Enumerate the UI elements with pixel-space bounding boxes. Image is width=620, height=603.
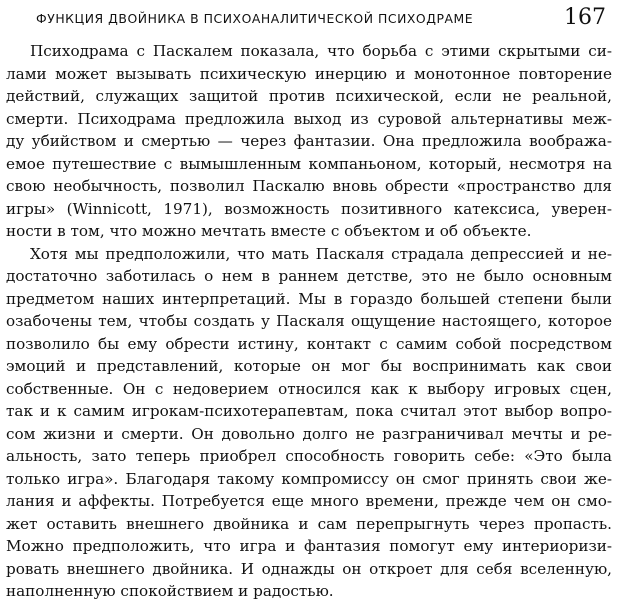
text-line: ровать внешнего двойника. И однажды он откроет для себя вселенную, xyxy=(6,559,612,578)
text-line: ности в том, что можно мечтать вместе с объектом и об объекте. xyxy=(6,222,532,240)
text-line: предметом наших интерпретаций. Мы в гораздо большей степени были xyxy=(6,289,612,308)
paragraph xyxy=(6,40,612,243)
text-line: Психодрама с Паскалем показала, что борьба с этими скрытыми си- xyxy=(30,42,612,60)
text-line: эмоций и представлений, которые он мог бы воспринимать как свои xyxy=(6,357,612,375)
text-line: так и к самим игрокам-психотерапевтам, пока считал этот выбор вопро- xyxy=(6,402,612,420)
text-line: свою необычность, позволил Паскалю вновь обрести «пространство для xyxy=(6,177,612,195)
text-line: озабочены тем, чтобы создать у Паскаля ощущение настоящего, которое xyxy=(6,312,612,330)
paragraph xyxy=(6,243,612,603)
text-line: достаточно заботилась о нем в раннем детстве, это не было основным xyxy=(6,267,612,285)
text-line: Хотя мы предположили, что мать Паскаля страдала депрессией и не- xyxy=(30,244,612,263)
text-line: жет оставить внешнего двойника и сам перепрыгнуть через пропасть. xyxy=(6,514,612,533)
running-header xyxy=(6,5,606,30)
text-line: емое путешествие с вымышленным компаньоном, который, несмотря на xyxy=(6,154,612,173)
body-text xyxy=(6,40,612,603)
text-line: позволило бы ему обрести истину, контакт с самим собой посредством xyxy=(6,334,612,353)
text-line: только игра». Благодаря такому компромиссу он смог принять свои же- xyxy=(6,469,612,488)
text-line: игры» (Winnicott, 1971), возможность позитивного катексиса, уверен- xyxy=(6,199,612,218)
text-line: лами может вызывать психическую инерцию и монотонное повторение xyxy=(6,64,612,83)
text-line: наполненную спокойствием и радостью. xyxy=(6,582,334,600)
text-line: собственные. Он с недоверием относился как к выбору игровых сцен, xyxy=(6,379,612,398)
text-line: альность, зато теперь приобрел способность говорить себе: «Это была xyxy=(6,447,612,465)
text-line: действий, служащих защитой против психической, если не реальной, xyxy=(6,87,612,105)
text-line: сом жизни и смерти. Он довольно долго не разграничивал мечты и ре- xyxy=(6,424,612,443)
running-title: ФУНКЦИЯ ДВОЙНИКА В ПСИХОАНАЛИТИЧЕСКОЙ ПСИХОДРАМЕ xyxy=(36,11,474,26)
text-line: смерти. Психодрама предложила выход из суровой альтернативы меж- xyxy=(6,109,612,128)
page-number: 167 xyxy=(564,5,606,30)
text-line: Можно предположить, что игра и фантазия помогут ему интериоризи- xyxy=(6,537,612,555)
text-line: лания и аффекты. Потребуется еще много времени, прежде чем он смо- xyxy=(6,492,612,510)
text-line: ду убийством и смертью — через фантазии. Она предложила вообража- xyxy=(6,132,612,150)
